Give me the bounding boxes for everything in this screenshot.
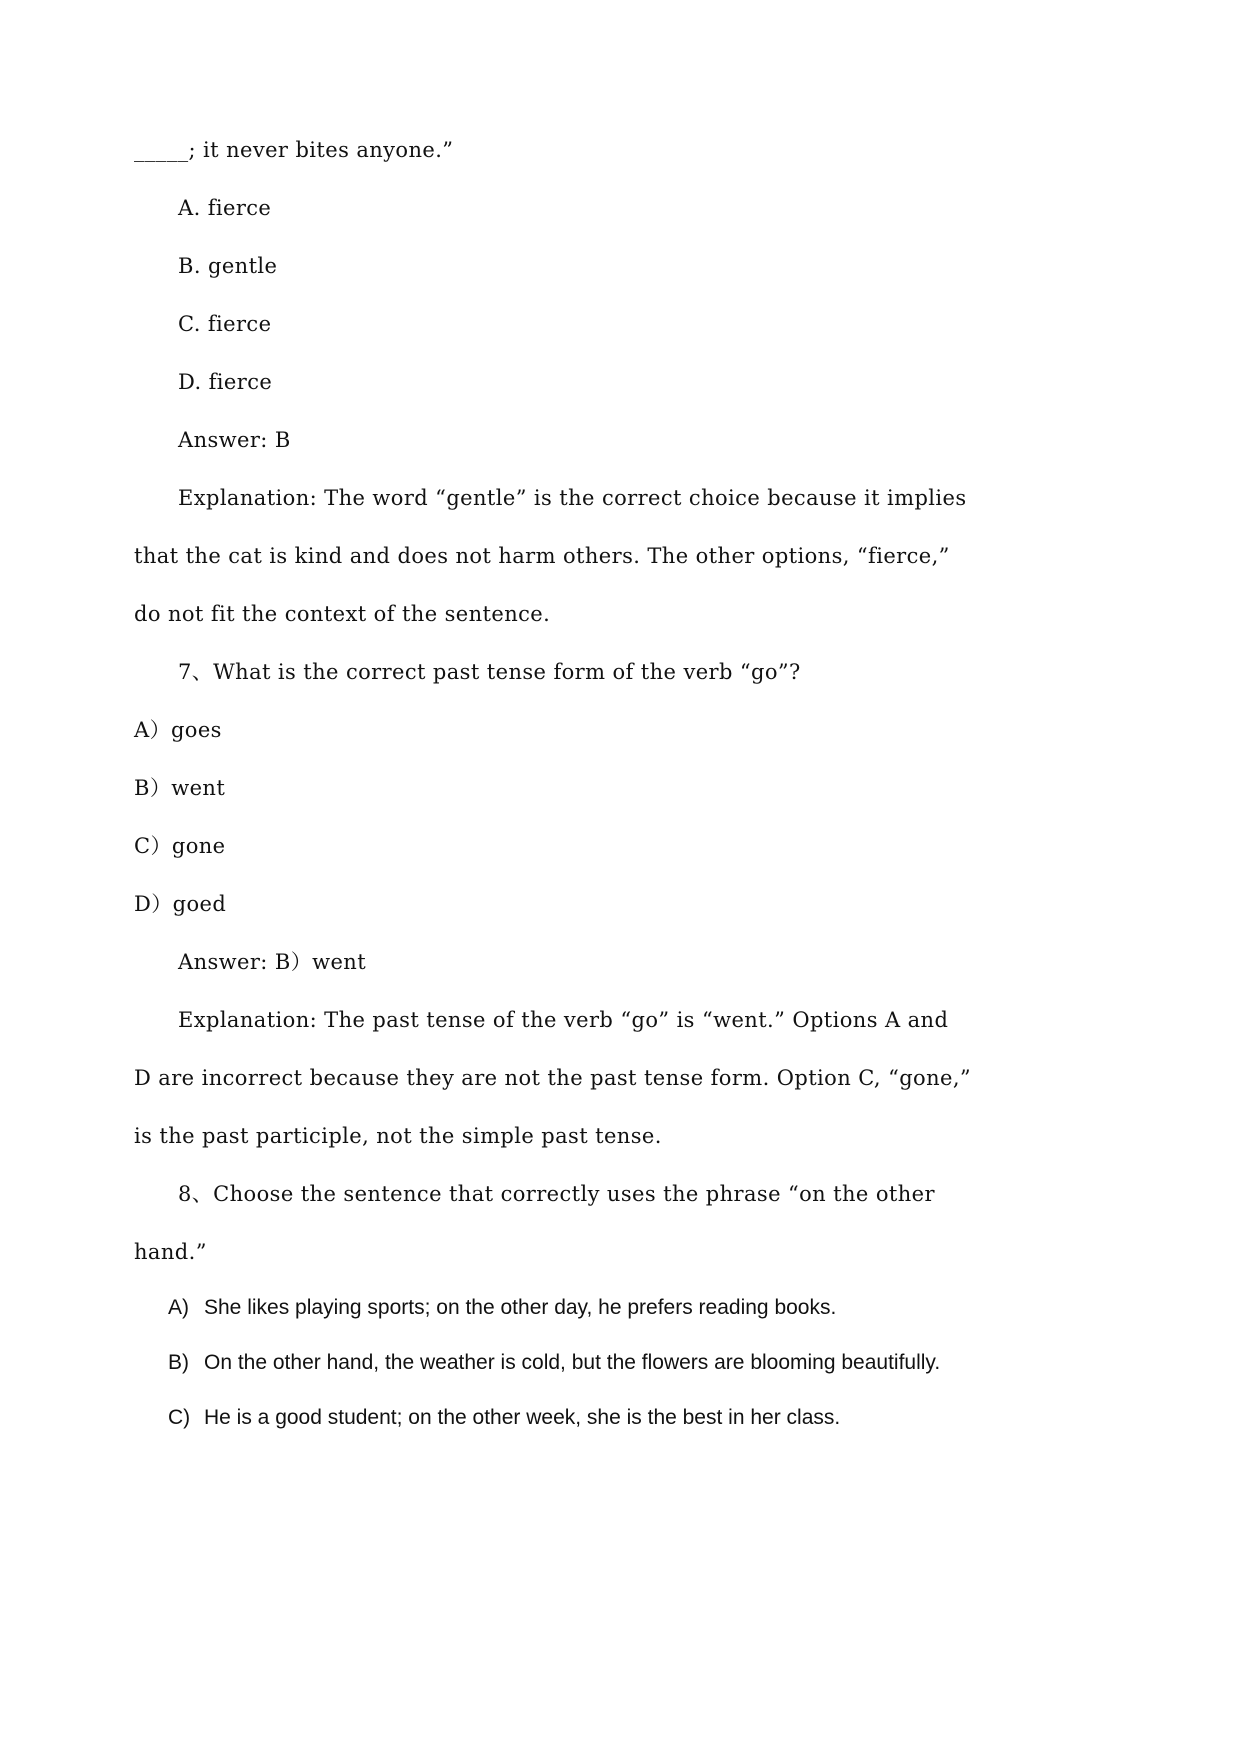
- q6-answer: Answer: B: [178, 428, 291, 452]
- q8-option-b: [168, 1349, 940, 1377]
- q8-option-c-letter: C): [168, 1406, 191, 1429]
- q8-question-line-1: 8、Choose the sentence that correctly uses the phrase “on the other: [178, 1182, 935, 1206]
- q8-option-c: [168, 1404, 840, 1432]
- q8-option-a: [168, 1294, 836, 1322]
- q7-answer: Answer: B）went: [178, 950, 367, 974]
- q6-explanation-line-2: that the cat is kind and does not harm others. The other options, “fierce,”: [134, 544, 950, 568]
- q8-option-c-text: He is a good student; on the other week, she is the best in her class.: [204, 1406, 841, 1429]
- q7-question: 7、What is the correct past tense form of the verb “go”?: [178, 660, 801, 684]
- q8-option-a-text: She likes playing sports; on the other day, he prefers reading books.: [204, 1296, 837, 1319]
- q6-option-a: A. fierce: [178, 196, 272, 220]
- q7-explanation-line-2: D are incorrect because they are not the past tense form. Option C, “gone,”: [134, 1066, 972, 1090]
- q6-option-b: B. gentle: [178, 254, 278, 278]
- q6-option-c: C. fierce: [178, 312, 272, 336]
- q8-option-b-text: On the other hand, the weather is cold, but the flowers are blooming beautifully.: [204, 1351, 941, 1374]
- q7-option-b: B）went: [134, 776, 226, 800]
- q7-option-d: D）goed: [134, 892, 227, 916]
- q8-question-line-2: hand.”: [134, 1240, 207, 1264]
- q7-explanation-line-3: is the past participle, not the simple past tense.: [134, 1124, 662, 1148]
- q8-option-a-letter: A): [168, 1296, 189, 1319]
- q6-explanation-line-3: do not fit the context of the sentence.: [134, 602, 551, 626]
- q7-option-a: A）goes: [134, 718, 222, 742]
- q6-option-d: D. fierce: [178, 370, 273, 394]
- q6-explanation-line-1: Explanation: The word “gentle” is the correct choice because it implies: [178, 486, 967, 510]
- q6-sentence-end: _____; it never bites anyone.”: [134, 138, 454, 162]
- q8-option-b-letter: B): [168, 1351, 189, 1374]
- q7-option-c: C）gone: [134, 834, 226, 858]
- q7-explanation-line-1: Explanation: The past tense of the verb “go” is “went.” Options A and: [178, 1008, 949, 1032]
